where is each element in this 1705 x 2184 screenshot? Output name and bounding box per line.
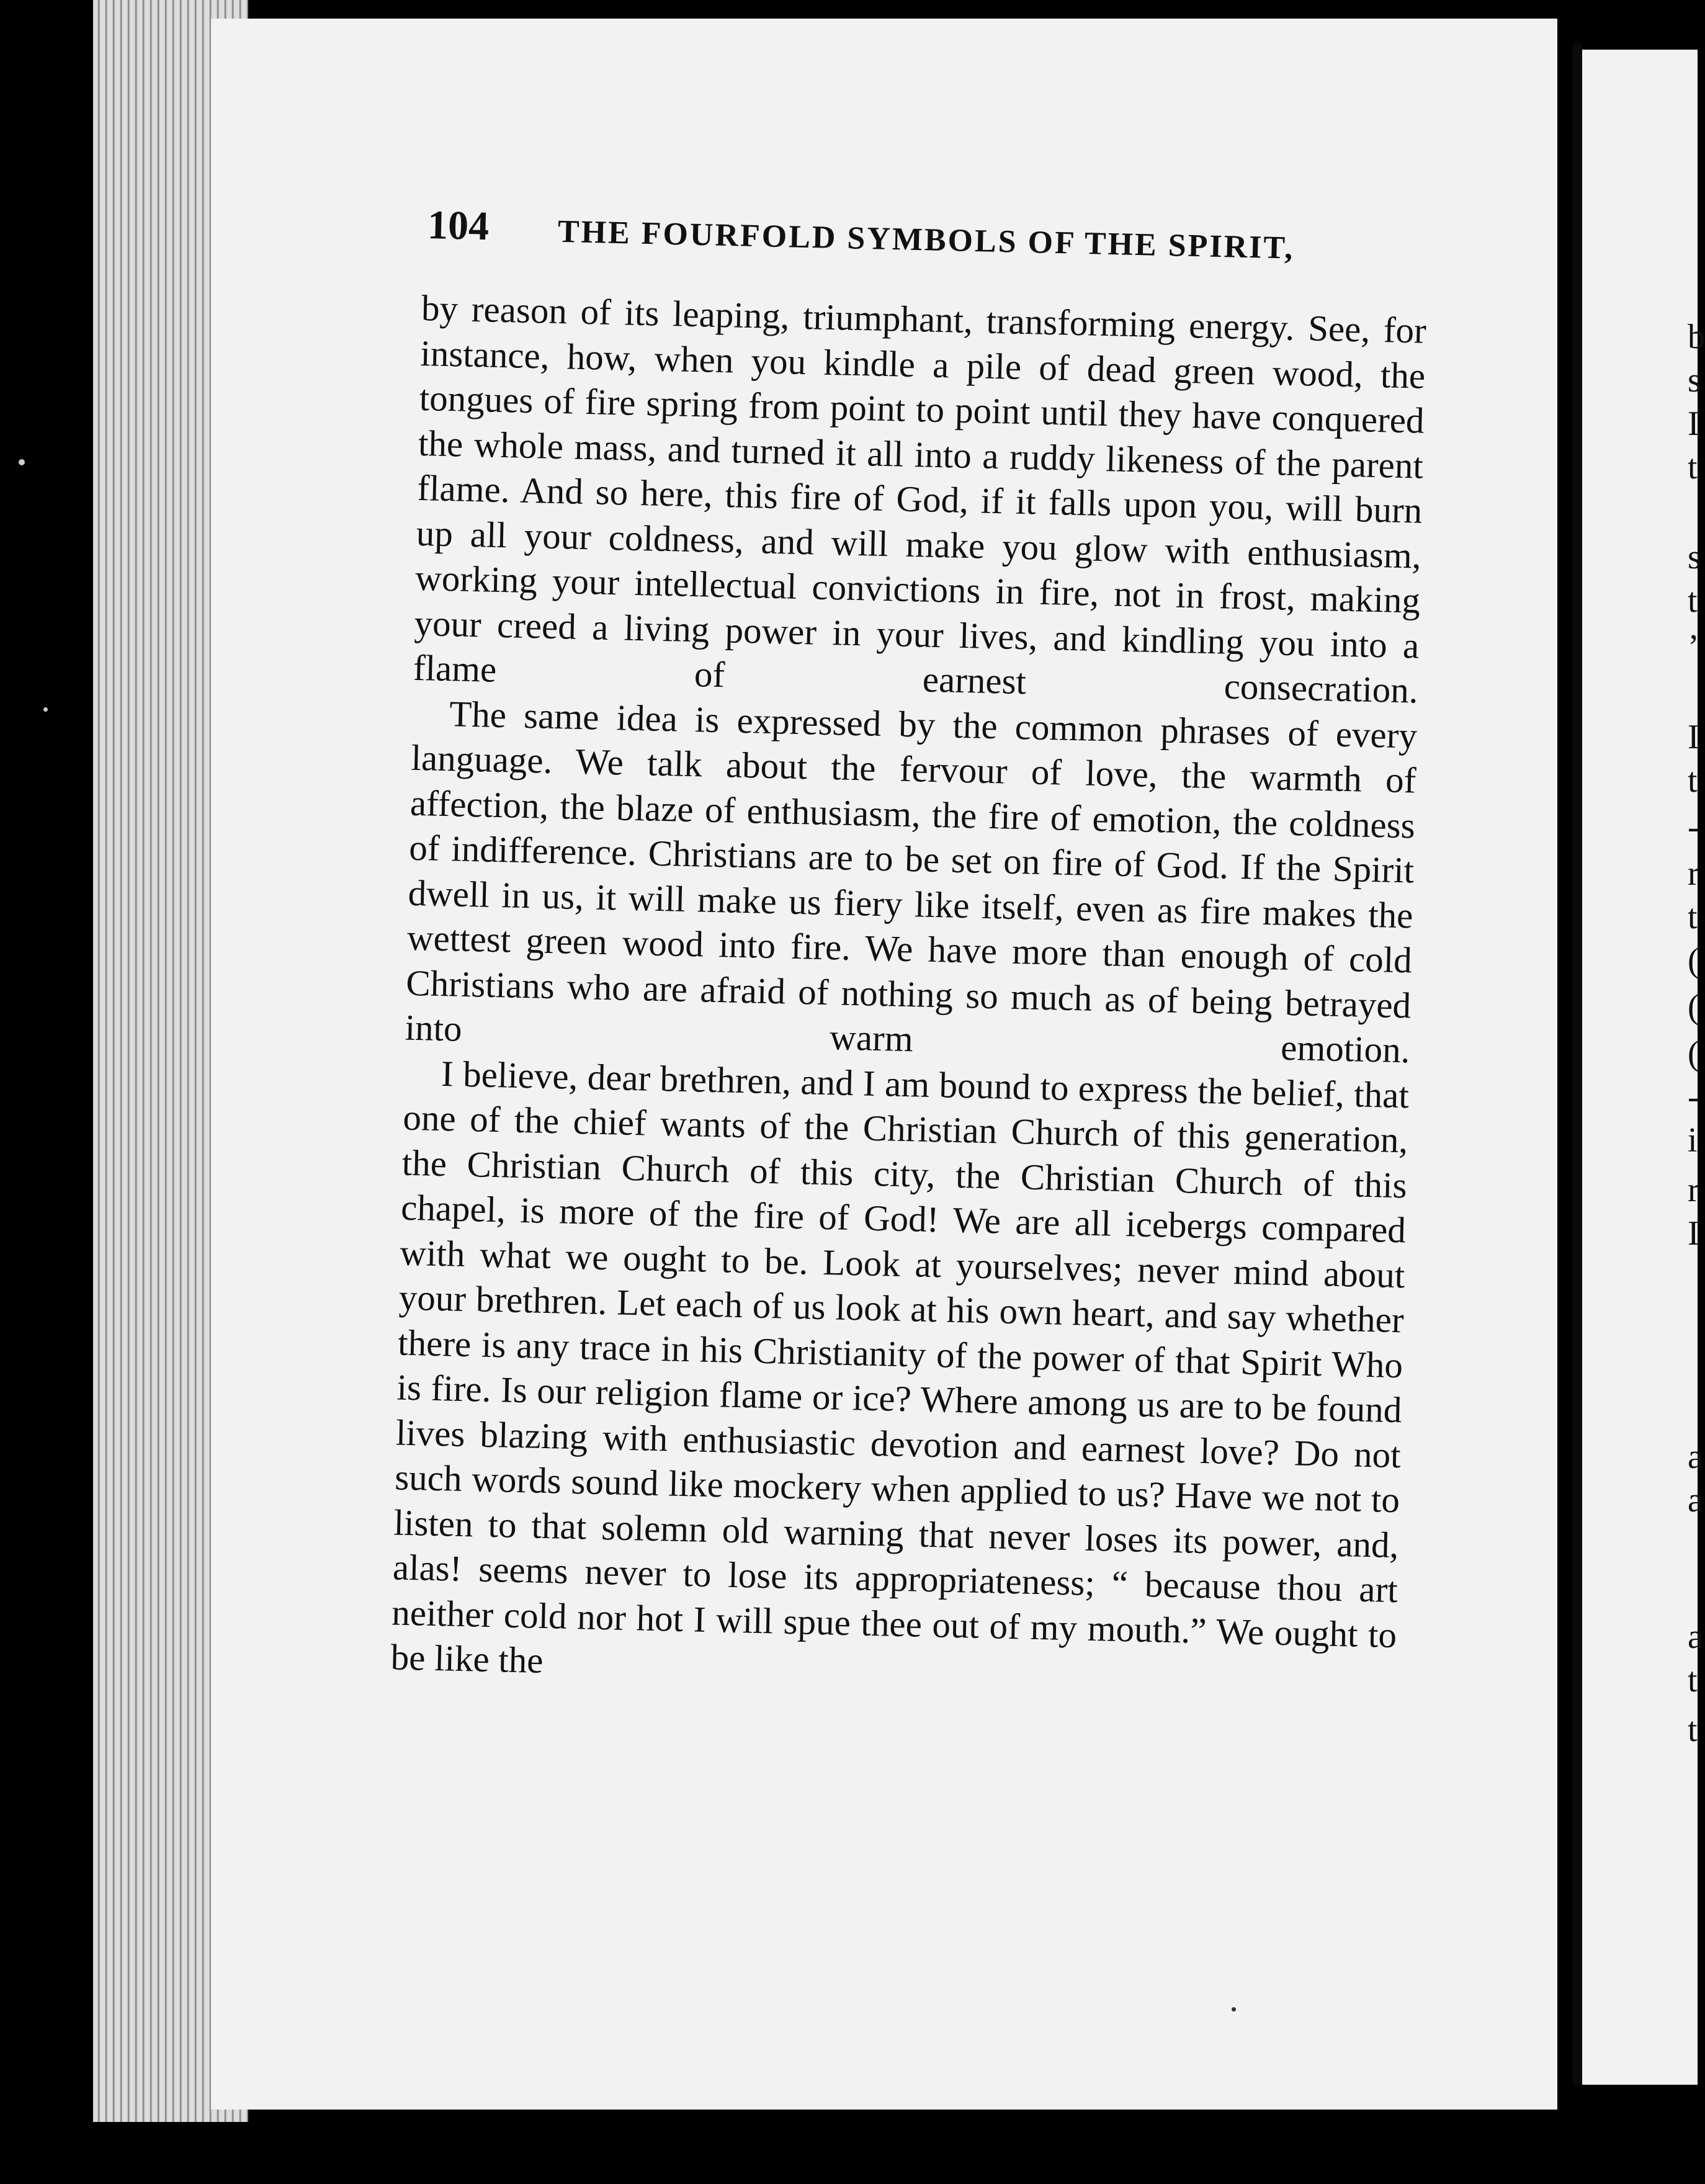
facing-page-char: a xyxy=(1688,1438,1703,1476)
scan-speck xyxy=(43,707,48,712)
paragraph: by reason of its leaping, triumphant, transforming energy. See, for instance, how, when you kindle a pile of dead green wood, the tongues of fire spring from point to point until they have conquered the whole mass, and turned it all into a ruddy likeness of the parent flame. And so here, this fire of God, if it falls upon you, will burn up all your coldness, and will make you glow with enthusiasm, working your intellectual convictions in fire, not in frost, making your creed a living power in your lives, and kindling you into a flame of earnest consecration. xyxy=(413,287,1427,711)
running-head: THE FOURFOLD SYMBOLS OF THE SPIRIT, xyxy=(557,213,1295,266)
facing-page-char: r xyxy=(1688,854,1699,893)
facing-page-char: t xyxy=(1688,581,1698,620)
scan-speck xyxy=(19,459,25,465)
facing-page-char: a xyxy=(1688,1481,1703,1519)
facing-page-char: i xyxy=(1688,1121,1698,1160)
gutter-rule xyxy=(1573,43,1582,2085)
facing-page-char: t xyxy=(1688,448,1698,486)
facing-page-char: - xyxy=(1688,808,1699,846)
facing-page-char: ( xyxy=(1688,1034,1699,1073)
facing-page-char: t xyxy=(1688,1711,1698,1749)
facing-page-char: I xyxy=(1688,718,1699,756)
facing-page-char: ’ xyxy=(1688,628,1699,666)
body-text xyxy=(390,285,1427,1703)
facing-page xyxy=(1582,50,1705,2085)
facing-page-char: - xyxy=(1688,1078,1699,1116)
facing-page-char: r xyxy=(1688,1171,1699,1209)
facing-page-char: I xyxy=(1688,405,1699,443)
facing-page-char: b xyxy=(1688,318,1705,356)
facing-page-char: ( xyxy=(1688,988,1699,1026)
facing-page-char: t xyxy=(1688,898,1698,936)
facing-page-char: s xyxy=(1688,361,1701,400)
facing-page-char: t xyxy=(1688,761,1698,800)
facing-page-char: ( xyxy=(1688,941,1699,980)
facing-page-char: s xyxy=(1688,538,1701,576)
facing-page-char: I xyxy=(1688,1214,1699,1253)
paragraph: I believe, dear brethren, and I am bound to express the belief, that one of the chief wants of the Christian Church of this generation, the Christian Church of this city, the Christian Church of this chapel, is more of the fire of God! We are all icebergs compared with what we ought to be. Look at yourselves; never mind about your brethren. Let each of us look at his own heart, and say whether there is any trace in his Christianity of the power of that Spirit Who is fire. Is our religion flame or ice? Where among us are to be found lives blazing with enthusiastic devotion and earnest love? Do not such words sound like mockery when applied to us? Have we not to listen to that solemn old warning that never loses its power, and, alas! seems never to lose its appropriateness; “ because thou art neither cold nor hot I will spue thee out of my mouth.” We ought to be like the xyxy=(390,1052,1410,1681)
page-number: 104 xyxy=(427,202,490,249)
facing-page-char: a xyxy=(1688,1618,1703,1656)
facing-page-char: t xyxy=(1688,1661,1698,1699)
paragraph: The same idea is expressed by the common phrases of every language. We talk about the fervour of love, the warmth of affection, the blaze of enthusiasm, the fire of emotion, the coldness of indifference. Christians are to be set on fire of God. If the Spirit dwell in us, it will make us fiery like itself, even as fire makes the wettest green wood into fire. We have more than enough of cold Christians who are afraid of nothing so much as of being betrayed into warm emotion. xyxy=(405,692,1418,1071)
scan-speck xyxy=(1232,2007,1236,2012)
